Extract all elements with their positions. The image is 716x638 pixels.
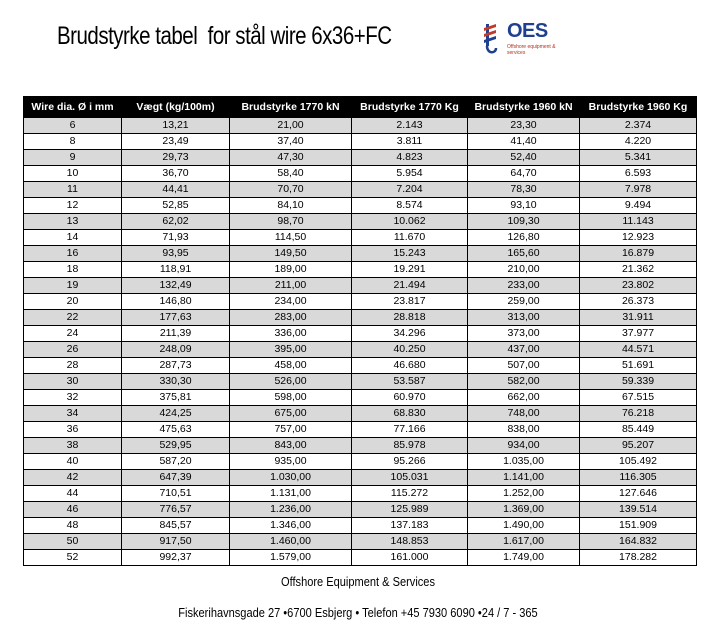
- table-cell: 9: [24, 150, 122, 166]
- table-cell: 287,73: [122, 358, 230, 374]
- table-row: [24, 438, 697, 454]
- table-cell: 710,51: [122, 486, 230, 502]
- table-cell: 748,00: [468, 406, 580, 422]
- table-cell: 2.143: [352, 118, 468, 134]
- table-cell: 41,40: [468, 134, 580, 150]
- table-cell: 22: [24, 310, 122, 326]
- table-cell: 28.818: [352, 310, 468, 326]
- table-cell: 93,95: [122, 246, 230, 262]
- table-cell: 8: [24, 134, 122, 150]
- table-cell: 10.062: [352, 214, 468, 230]
- table-cell: 137.183: [352, 518, 468, 534]
- column-header: Wire dia. Ø i mm: [24, 97, 122, 118]
- table-cell: 1.252,00: [468, 486, 580, 502]
- table-cell: 19: [24, 278, 122, 294]
- table-cell: 31.911: [580, 310, 697, 326]
- table-cell: 34: [24, 406, 122, 422]
- table-row: [24, 406, 697, 422]
- table-cell: 1.030,00: [230, 470, 352, 486]
- table-cell: 78,30: [468, 182, 580, 198]
- table-row: [24, 198, 697, 214]
- table-cell: 15.243: [352, 246, 468, 262]
- table-cell: 95.207: [580, 438, 697, 454]
- table-cell: 85.449: [580, 422, 697, 438]
- table-cell: 161.000: [352, 550, 468, 566]
- table-cell: 1.346,00: [230, 518, 352, 534]
- table-row: [24, 262, 697, 278]
- table-row: [24, 118, 697, 134]
- column-header: Brudstyrke 1960 Kg: [580, 97, 697, 118]
- table-cell: 93,10: [468, 198, 580, 214]
- table-cell: 4.823: [352, 150, 468, 166]
- table-cell: 67.515: [580, 390, 697, 406]
- table-cell: 587,20: [122, 454, 230, 470]
- table-row: [24, 150, 697, 166]
- table-cell: 5.341: [580, 150, 697, 166]
- table-cell: 71,93: [122, 230, 230, 246]
- table-cell: 373,00: [468, 326, 580, 342]
- table-cell: 598,00: [230, 390, 352, 406]
- logo-subtitle: Offshore equipment & services: [507, 44, 556, 56]
- table-cell: 5.954: [352, 166, 468, 182]
- table-cell: 14: [24, 230, 122, 246]
- table-cell: 76.218: [580, 406, 697, 422]
- table-cell: 178.282: [580, 550, 697, 566]
- table-cell: 662,00: [468, 390, 580, 406]
- table-cell: 6.593: [580, 166, 697, 182]
- table-cell: 233,00: [468, 278, 580, 294]
- table-row: [24, 550, 697, 566]
- table-cell: 47,30: [230, 150, 352, 166]
- table-cell: 58,40: [230, 166, 352, 182]
- table-cell: 11.143: [580, 214, 697, 230]
- table-cell: 11: [24, 182, 122, 198]
- footer-address: Fiskerihavnsgade 27 •6700 Esbjerg • Telefon +45 7930 6090 •24 / 7 - 365: [178, 605, 538, 620]
- table-cell: 9.494: [580, 198, 697, 214]
- table-cell: 12: [24, 198, 122, 214]
- table-row: [24, 134, 697, 150]
- column-header: Vægt (kg/100m): [122, 97, 230, 118]
- table-cell: 70,70: [230, 182, 352, 198]
- table-cell: 60.970: [352, 390, 468, 406]
- table-cell: 68.830: [352, 406, 468, 422]
- table-cell: 146,80: [122, 294, 230, 310]
- table-cell: 1.490,00: [468, 518, 580, 534]
- table-row: [24, 310, 697, 326]
- table-row: [24, 166, 697, 182]
- table-cell: 126,80: [468, 230, 580, 246]
- table-cell: 992,37: [122, 550, 230, 566]
- table-cell: 85.978: [352, 438, 468, 454]
- table-cell: 20: [24, 294, 122, 310]
- table-cell: 16: [24, 246, 122, 262]
- table-cell: 165,60: [468, 246, 580, 262]
- table-cell: 1.617,00: [468, 534, 580, 550]
- table-cell: 37.977: [580, 326, 697, 342]
- table-cell: 84,10: [230, 198, 352, 214]
- table-row: [24, 294, 697, 310]
- table-cell: 647,39: [122, 470, 230, 486]
- table-cell: 917,50: [122, 534, 230, 550]
- table-cell: 1.236,00: [230, 502, 352, 518]
- table-cell: 11.670: [352, 230, 468, 246]
- table-cell: 458,00: [230, 358, 352, 374]
- table-cell: 109,30: [468, 214, 580, 230]
- table-cell: 675,00: [230, 406, 352, 422]
- table-row: [24, 230, 697, 246]
- table-cell: 21.362: [580, 262, 697, 278]
- table-cell: 437,00: [468, 342, 580, 358]
- footer-company: Offshore Equipment & Services: [281, 574, 435, 589]
- table-row: [24, 518, 697, 534]
- table-cell: 36,70: [122, 166, 230, 182]
- table-cell: 44.571: [580, 342, 697, 358]
- table-cell: 53.587: [352, 374, 468, 390]
- table-cell: 375,81: [122, 390, 230, 406]
- table-cell: 38: [24, 438, 122, 454]
- table-cell: 62,02: [122, 214, 230, 230]
- table-cell: 59.339: [580, 374, 697, 390]
- table-cell: 23.802: [580, 278, 697, 294]
- table-cell: 95.266: [352, 454, 468, 470]
- table-cell: 114,50: [230, 230, 352, 246]
- table-cell: 50: [24, 534, 122, 550]
- table-cell: 935,00: [230, 454, 352, 470]
- table-cell: 42: [24, 470, 122, 486]
- table-row: [24, 278, 697, 294]
- table-cell: 313,00: [468, 310, 580, 326]
- table-cell: 776,57: [122, 502, 230, 518]
- table-cell: 52: [24, 550, 122, 566]
- table-cell: 838,00: [468, 422, 580, 438]
- table-cell: 507,00: [468, 358, 580, 374]
- table-cell: 18: [24, 262, 122, 278]
- table-cell: 29,73: [122, 150, 230, 166]
- table-cell: 44,41: [122, 182, 230, 198]
- table-cell: 177,63: [122, 310, 230, 326]
- table-row: [24, 534, 697, 550]
- table-cell: 1.460,00: [230, 534, 352, 550]
- table-cell: 4.220: [580, 134, 697, 150]
- table-cell: 105.031: [352, 470, 468, 486]
- table-cell: 52,85: [122, 198, 230, 214]
- table-cell: 24: [24, 326, 122, 342]
- table-cell: 46.680: [352, 358, 468, 374]
- table-cell: 843,00: [230, 438, 352, 454]
- table-cell: 582,00: [468, 374, 580, 390]
- table-cell: 7.978: [580, 182, 697, 198]
- table-cell: 51.691: [580, 358, 697, 374]
- table-cell: 52,40: [468, 150, 580, 166]
- table-cell: 32: [24, 390, 122, 406]
- table-cell: 105.492: [580, 454, 697, 470]
- table-row: [24, 486, 697, 502]
- table-cell: 34.296: [352, 326, 468, 342]
- table-cell: 139.514: [580, 502, 697, 518]
- table-cell: 330,30: [122, 374, 230, 390]
- table-row: [24, 342, 697, 358]
- table-row: [24, 470, 697, 486]
- table-cell: 259,00: [468, 294, 580, 310]
- table-cell: 23,49: [122, 134, 230, 150]
- table-cell: 526,00: [230, 374, 352, 390]
- table-row: [24, 358, 697, 374]
- table-cell: 8.574: [352, 198, 468, 214]
- table-cell: 37,40: [230, 134, 352, 150]
- table-cell: 116.305: [580, 470, 697, 486]
- table-row: [24, 374, 697, 390]
- table-cell: 424,25: [122, 406, 230, 422]
- table-cell: 12.923: [580, 230, 697, 246]
- table-cell: 64,70: [468, 166, 580, 182]
- table-cell: 28: [24, 358, 122, 374]
- table-cell: 44: [24, 486, 122, 502]
- table-cell: 1.141,00: [468, 470, 580, 486]
- table-cell: 115.272: [352, 486, 468, 502]
- table-cell: 1.131,00: [230, 486, 352, 502]
- table-cell: 234,00: [230, 294, 352, 310]
- table-cell: 46: [24, 502, 122, 518]
- column-header: Brudstyrke 1960 kN: [468, 97, 580, 118]
- table-body: [24, 118, 697, 566]
- table-cell: 395,00: [230, 342, 352, 358]
- table-row: [24, 390, 697, 406]
- table-cell: 13: [24, 214, 122, 230]
- table-cell: 125.989: [352, 502, 468, 518]
- table-cell: 148.853: [352, 534, 468, 550]
- table-row: [24, 246, 697, 262]
- table-cell: 26: [24, 342, 122, 358]
- breaking-strength-table: [23, 96, 697, 566]
- table-cell: 189,00: [230, 262, 352, 278]
- table-cell: 211,00: [230, 278, 352, 294]
- table-cell: 1.035,00: [468, 454, 580, 470]
- table-cell: 21,00: [230, 118, 352, 134]
- table-cell: 30: [24, 374, 122, 390]
- table-cell: 48: [24, 518, 122, 534]
- column-header: Brudstyrke 1770 kN: [230, 97, 352, 118]
- table-cell: 164.832: [580, 534, 697, 550]
- table-row: [24, 326, 697, 342]
- table-cell: 1.369,00: [468, 502, 580, 518]
- table-cell: 6: [24, 118, 122, 134]
- table-cell: 23,30: [468, 118, 580, 134]
- table-cell: 13,21: [122, 118, 230, 134]
- table-row: [24, 502, 697, 518]
- table-cell: 7.204: [352, 182, 468, 198]
- table-cell: 934,00: [468, 438, 580, 454]
- table-cell: 529,95: [122, 438, 230, 454]
- column-header: Brudstyrke 1770 Kg: [352, 97, 468, 118]
- table-cell: 151.909: [580, 518, 697, 534]
- table-cell: 283,00: [230, 310, 352, 326]
- table-cell: 132,49: [122, 278, 230, 294]
- table-cell: 19.291: [352, 262, 468, 278]
- table-cell: 757,00: [230, 422, 352, 438]
- table-cell: 2.374: [580, 118, 697, 134]
- table-cell: 40: [24, 454, 122, 470]
- table-cell: 26.373: [580, 294, 697, 310]
- table-cell: 127.646: [580, 486, 697, 502]
- page-title: Brudstyrke tabel for stål wire 6x36+FC: [57, 22, 392, 50]
- table-cell: 1.579,00: [230, 550, 352, 566]
- table-cell: 40.250: [352, 342, 468, 358]
- table-row: [24, 214, 697, 230]
- table-cell: 10: [24, 166, 122, 182]
- table-cell: 248,09: [122, 342, 230, 358]
- table-cell: 118,91: [122, 262, 230, 278]
- table-cell: 475,63: [122, 422, 230, 438]
- table-cell: 211,39: [122, 326, 230, 342]
- table-cell: 36: [24, 422, 122, 438]
- logo-text: OES: [507, 20, 548, 42]
- table-row: [24, 422, 697, 438]
- table-cell: 3.811: [352, 134, 468, 150]
- table-cell: 149,50: [230, 246, 352, 262]
- table-cell: 210,00: [468, 262, 580, 278]
- table-cell: 845,57: [122, 518, 230, 534]
- table-row: [24, 454, 697, 470]
- table-cell: 1.749,00: [468, 550, 580, 566]
- table-cell: 77.166: [352, 422, 468, 438]
- table-cell: 98,70: [230, 214, 352, 230]
- table-cell: 21.494: [352, 278, 468, 294]
- table-cell: 23.817: [352, 294, 468, 310]
- table-row: [24, 182, 697, 198]
- table-header: [24, 97, 697, 118]
- table-cell: 16.879: [580, 246, 697, 262]
- table-cell: 336,00: [230, 326, 352, 342]
